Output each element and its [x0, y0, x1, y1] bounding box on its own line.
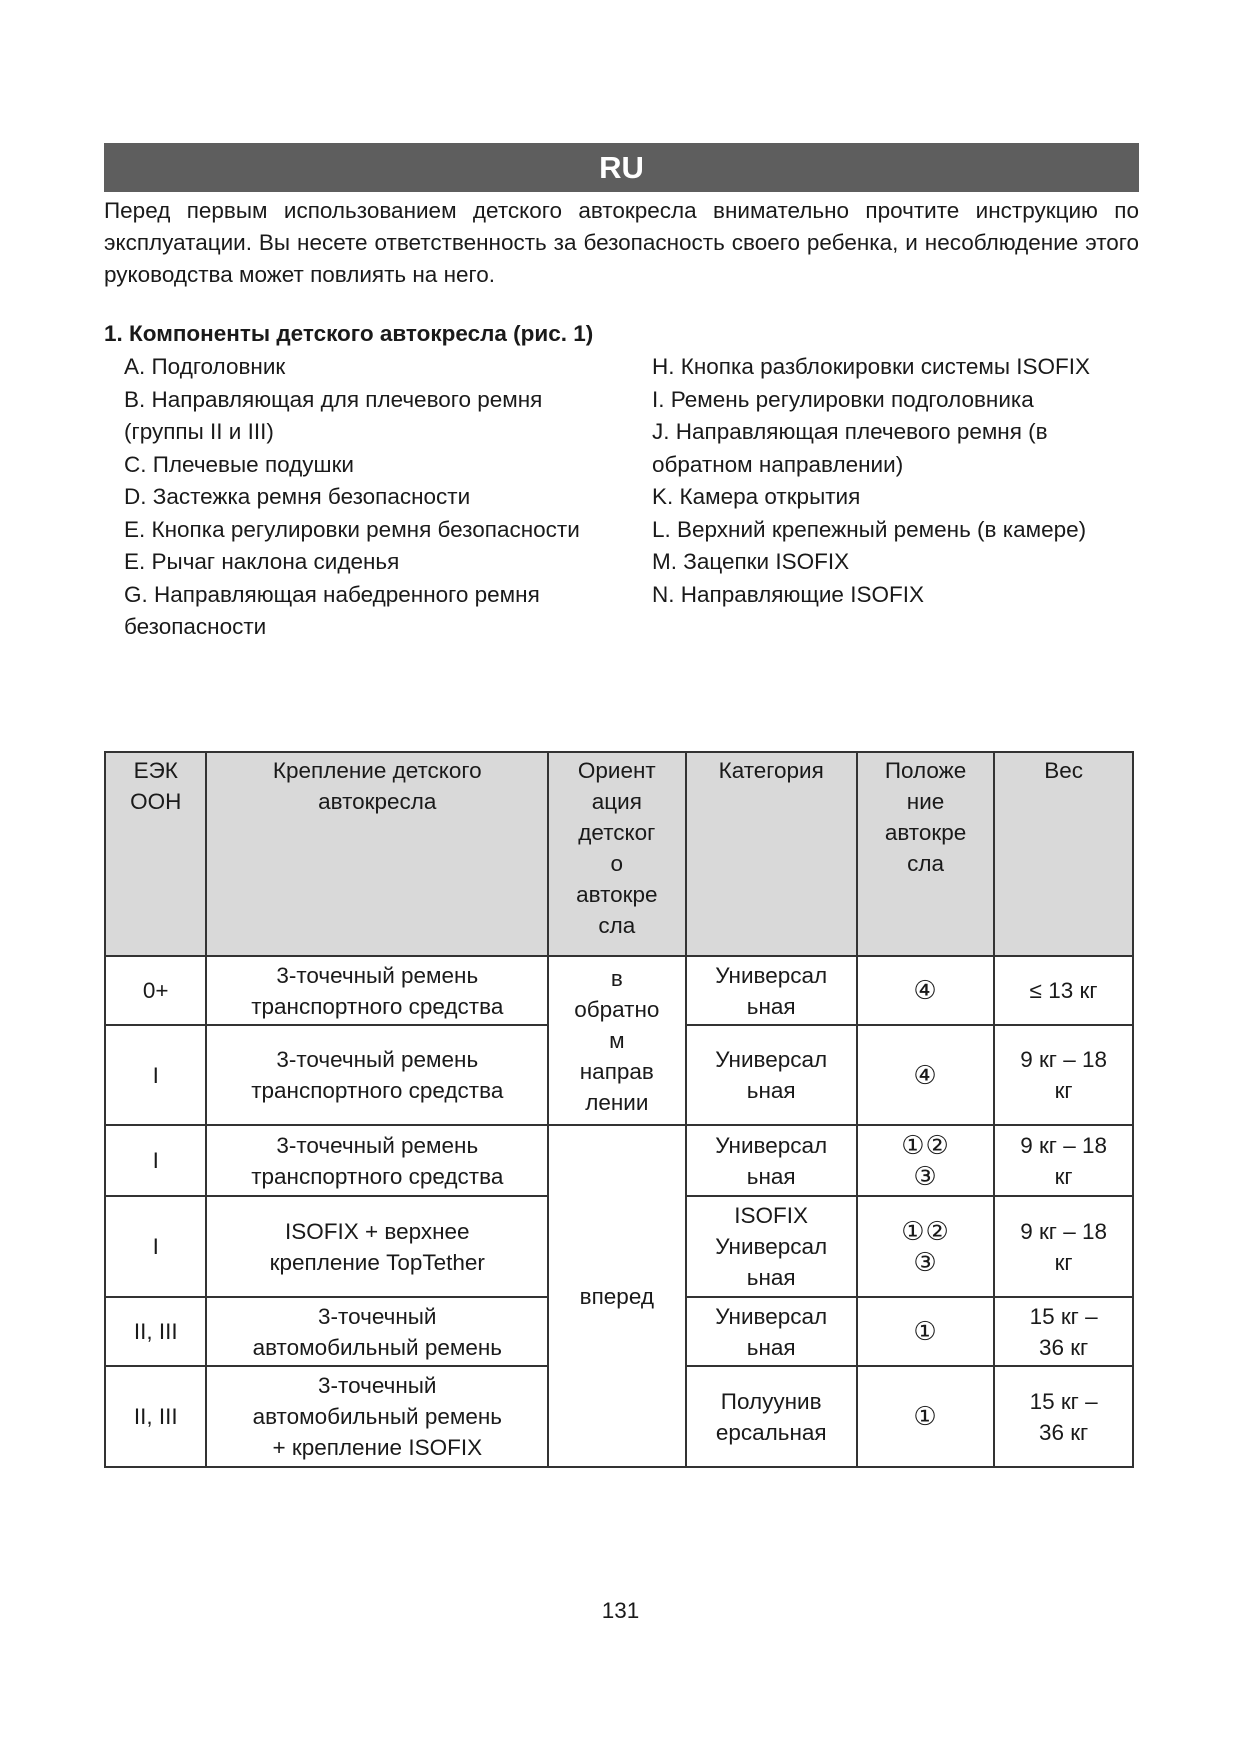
- header-weight: Вес: [994, 752, 1133, 956]
- cell-attachment: ISOFIX + верхнее крепление TopTether: [206, 1196, 548, 1297]
- language-header-bar: [104, 143, 1139, 192]
- cell-attachment: 3-точечный ремень транспортного средства: [206, 1125, 548, 1196]
- cell-weight: 9 кг – 18 кг: [994, 1125, 1133, 1196]
- cell-category: Универсал ьная: [686, 1025, 857, 1125]
- cell-position: ④: [857, 1025, 994, 1125]
- cell-group: II, III: [105, 1297, 206, 1366]
- table-row: [105, 956, 1133, 1025]
- component-item: H. Кнопка разблокировки системы ISOFIX: [652, 354, 1091, 379]
- cell-weight: 9 кг – 18 кг: [994, 1025, 1133, 1125]
- cell-orientation-rear: в обратно м направ лении: [548, 956, 685, 1125]
- cell-group: II, III: [105, 1366, 206, 1467]
- table-row: [105, 1125, 1133, 1196]
- cell-position: ①② ③: [857, 1125, 994, 1196]
- component-item: M. Зацепки ISOFIX: [652, 549, 850, 574]
- component-item: B. Направляющая для плечевого ремня (группы II и III): [124, 386, 543, 444]
- cell-weight: 15 кг – 36 кг: [994, 1297, 1133, 1366]
- component-item: J. Направляющая плечевого ремня (в обратном направлении): [652, 419, 1048, 477]
- cell-position: ①② ③: [857, 1196, 994, 1297]
- component-item: G. Направляющая набедренного ремня безопасности: [124, 581, 540, 639]
- component-item: E. Кнопка регулировки ремня безопасности: [124, 516, 580, 542]
- components-list-left: [124, 351, 604, 644]
- cell-group: I: [105, 1196, 206, 1297]
- cell-weight: ≤ 13 кг: [994, 956, 1133, 1025]
- cell-attachment: 3-точечный автомобильный ремень + крепление ISOFIX: [206, 1366, 548, 1467]
- cell-weight: 15 кг – 36 кг: [994, 1366, 1133, 1467]
- language-code: RU: [599, 150, 644, 185]
- component-item: L. Верхний крепежный ремень (в камере): [652, 516, 1087, 542]
- components-list-right: [652, 351, 1122, 611]
- component-item: A. Подголовник: [124, 354, 286, 379]
- cell-group: I: [105, 1025, 206, 1125]
- cell-category: ISOFIX Универсал ьная: [686, 1196, 857, 1297]
- intro-paragraph: Перед первым использованием детского автокресла внимательно прочтите инструкцию по эксплуатации. Вы несете ответственность за безопасность своего ребенка, и несоблюдение этого руководства может повлиять на него.: [104, 198, 1139, 287]
- cell-category: Полуунив ерсальная: [686, 1366, 857, 1467]
- cell-position: ①: [857, 1366, 994, 1467]
- cell-position: ④: [857, 956, 994, 1025]
- header-attachment: Крепление детского автокресла: [206, 752, 548, 956]
- cell-attachment: 3-точечный ремень транспортного средства: [206, 1025, 548, 1125]
- cell-category: Универсал ьная: [686, 1297, 857, 1366]
- cell-group: I: [105, 1125, 206, 1196]
- components-section-title: 1. Компоненты детского автокресла (рис. 1): [104, 321, 594, 346]
- cell-attachment: 3-точечный ремень транспортного средства: [206, 956, 548, 1025]
- header-seat-position: Положе ние автокре сла: [857, 752, 994, 956]
- component-item: E. Рычаг наклона сиденья: [124, 549, 400, 574]
- cell-group: 0+: [105, 956, 206, 1025]
- component-item: K. Камера открытия: [652, 484, 861, 509]
- component-item: C. Плечевые подушки: [124, 451, 354, 477]
- header-orientation: Ориент ация детског о автокре сла: [548, 752, 685, 956]
- cell-attachment: 3-точечный автомобильный ремень: [206, 1297, 548, 1366]
- component-item: N. Направляющие ISOFIX: [652, 581, 924, 607]
- component-item: I. Ремень регулировки подголовника: [652, 386, 1034, 412]
- cell-weight: 9 кг – 18 кг: [994, 1196, 1133, 1297]
- cell-category: Универсал ьная: [686, 956, 857, 1025]
- component-item: D. Застежка ремня безопасности: [124, 484, 471, 509]
- cell-position: ①: [857, 1297, 994, 1366]
- cell-orientation-forward: вперед: [548, 1125, 685, 1467]
- page-number: 131: [601, 1598, 640, 1623]
- header-category: Категория: [686, 752, 857, 956]
- table-header-row: [105, 752, 1133, 956]
- header-ece-group: ЕЭК ООН: [105, 752, 206, 956]
- cell-category: Универсал ьная: [686, 1125, 857, 1196]
- seat-ratings-table: [104, 751, 1134, 1468]
